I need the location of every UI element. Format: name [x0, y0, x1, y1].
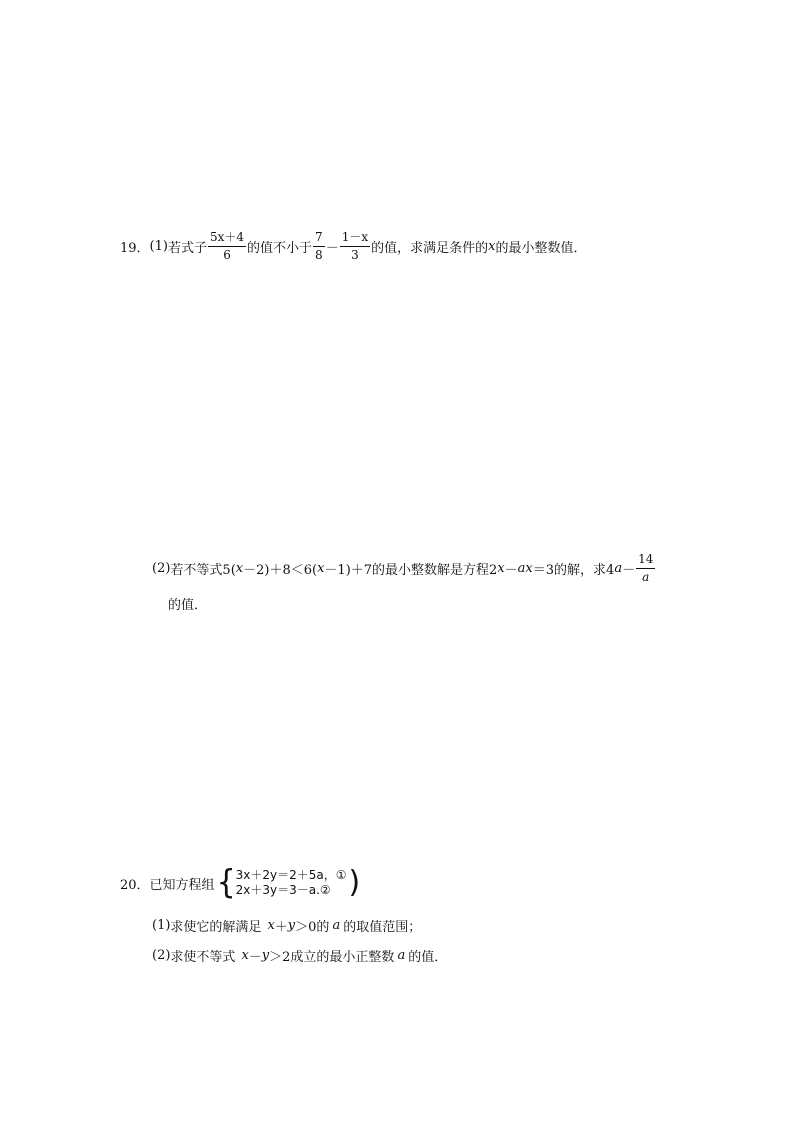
variable-x: x	[317, 561, 325, 576]
q20-p2-label: (2)	[152, 948, 171, 963]
fraction-numerator: 5x＋4	[208, 230, 246, 247]
variable-y: y	[261, 948, 270, 963]
equation-list	[236, 868, 347, 898]
q20-p1-text3: ＞0的	[295, 920, 330, 935]
right-paren-icon: )	[348, 865, 361, 900]
q19-part2-line2	[168, 594, 207, 613]
q19-p1-text3: 的值，求满足条件的	[371, 241, 489, 256]
q19-p2-text6: －	[622, 563, 636, 578]
q20-part2-line	[152, 946, 447, 965]
fraction-numerator: 7	[313, 230, 325, 247]
equation-system	[216, 863, 361, 902]
variable-x: x	[235, 561, 244, 576]
fraction-numerator: 1－x	[340, 230, 370, 247]
fraction-denominator: 8	[315, 248, 323, 262]
variable-a: a	[614, 561, 623, 576]
q20-p2-text4: 的值．	[408, 950, 448, 965]
q19-p1-text1: 若式子	[167, 241, 207, 256]
q19-number: 19．	[120, 241, 150, 256]
variable-ax: ax	[517, 561, 533, 576]
q19-p2-line2-text: 的值．	[168, 598, 208, 613]
fraction-5x-plus-4-over-6	[208, 230, 246, 263]
fraction-14-over-a	[636, 552, 655, 585]
q20-intro-line	[120, 863, 361, 902]
fraction-numerator: 14	[636, 552, 655, 569]
q19-p2-text2: －2)＋8＜6(	[243, 563, 318, 578]
equation-1: 3x＋2y＝2＋5a，①	[235, 868, 347, 882]
fraction-1-minus-x-over-3	[340, 230, 370, 263]
left-brace-icon: {	[216, 863, 236, 902]
q20-p1-label: (1)	[152, 918, 171, 933]
q19-p2-text5: ＝3的解，求4	[532, 563, 615, 578]
fraction-denominator: a	[642, 570, 650, 584]
q20-number: 20．	[120, 877, 150, 893]
q20-p1-text1: 求使它的解满足	[170, 920, 262, 935]
q19-p2-text1: 若不等式5(	[170, 563, 236, 578]
q20-intro: 已知方程组	[149, 877, 215, 893]
q19-p2-text4: －	[504, 563, 518, 578]
variable-a: a	[397, 948, 406, 963]
q19-part1-line	[120, 230, 586, 263]
q20-p2-text1: 求使不等式	[170, 950, 236, 965]
equation-2: 2x＋3y＝3－a.②	[235, 883, 331, 897]
fraction-denominator: 3	[351, 248, 359, 262]
q19-p1-text2: 的值不小于	[247, 241, 313, 256]
q20-p2-text2: －	[248, 950, 262, 965]
fraction-7-over-8	[313, 230, 325, 263]
q20-p1-text4: 的取值范围；	[343, 920, 422, 935]
variable-x: x	[267, 918, 275, 933]
variable-x: x	[497, 561, 505, 576]
fraction-denominator: 6	[223, 248, 231, 262]
q19-p1-text4: 的最小整数值．	[495, 241, 587, 256]
q19-p1-label: (1)	[149, 239, 168, 254]
variable-x: x	[488, 239, 496, 254]
q19-part2-line	[152, 552, 656, 585]
variable-x: x	[241, 948, 249, 963]
q20-p1-text2: ＋	[274, 920, 288, 935]
variable-a: a	[332, 918, 341, 933]
q20-part1-line	[152, 916, 421, 935]
q20-p2-text3: ＞2成立的最小正整数	[269, 950, 395, 965]
minus-sign: －	[325, 241, 339, 256]
q19-p2-text3: －1)＋7的最小整数解是方程2	[324, 563, 498, 578]
variable-y: y	[287, 918, 296, 933]
q19-p2-label: (2)	[152, 561, 171, 576]
